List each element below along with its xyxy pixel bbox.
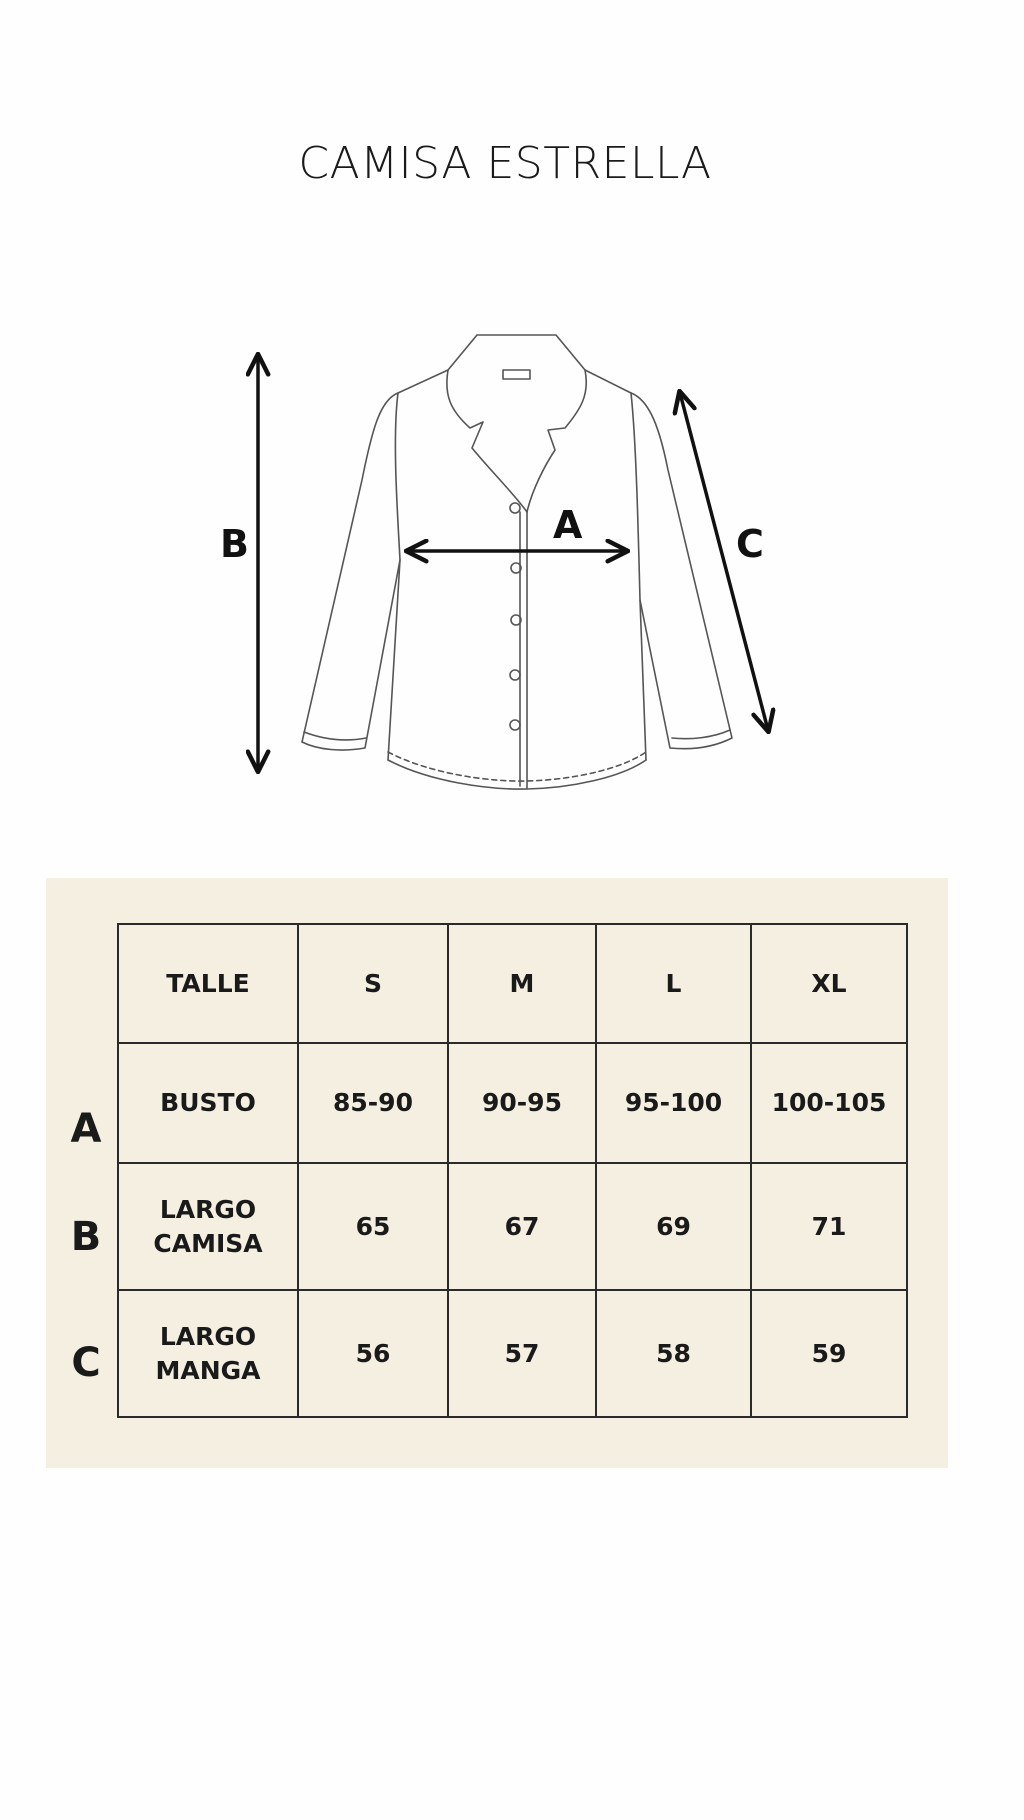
row-label-line: CAMISA <box>153 1228 263 1258</box>
page-title: CAMISA ESTRELLA <box>298 138 712 189</box>
table-cell: 90-95 <box>448 1043 596 1163</box>
row-letter-c: C <box>71 1340 101 1386</box>
row-label-largo-manga <box>118 1290 298 1417</box>
row-label-busto <box>118 1043 298 1163</box>
row-label-line: LARGO <box>159 1194 257 1224</box>
measurement-label-a: A <box>553 503 583 547</box>
table-cell: 59 <box>751 1290 907 1417</box>
row-label-largo-camisa <box>118 1163 298 1290</box>
table-cell: 56 <box>298 1290 448 1417</box>
table-cell: 57 <box>448 1290 596 1417</box>
table-cell: 67 <box>448 1163 596 1290</box>
shirt-illustration <box>302 335 732 789</box>
size-table <box>117 923 908 1418</box>
table-cell: 69 <box>596 1163 751 1290</box>
header-size-l: L <box>596 924 751 1043</box>
table-row <box>118 1163 907 1290</box>
table-cell: 85-90 <box>298 1043 448 1163</box>
row-label-line: LARGO <box>159 1321 257 1351</box>
table-cell: 100-105 <box>751 1043 907 1163</box>
table-row <box>118 1290 907 1417</box>
header-size-xl: XL <box>751 924 907 1043</box>
header-size-m: M <box>448 924 596 1043</box>
row-label-line: MANGA <box>155 1355 261 1385</box>
table-cell: 65 <box>298 1163 448 1290</box>
shirt-measurement-diagram <box>0 0 1024 820</box>
measurement-label-b: B <box>220 522 249 566</box>
table-row <box>118 1043 907 1163</box>
size-chart-panel <box>46 878 948 1468</box>
header-size-s: S <box>298 924 448 1043</box>
table-cell: 71 <box>751 1163 907 1290</box>
measurement-label-c: C <box>736 522 764 566</box>
row-letter-a: A <box>70 1106 102 1152</box>
table-cell: 95-100 <box>596 1043 751 1163</box>
row-label-line: BUSTO <box>160 1088 256 1118</box>
table-header-row <box>118 924 907 1043</box>
header-talle: TALLE <box>118 924 298 1043</box>
table-cell: 58 <box>596 1290 751 1417</box>
row-letter-b: B <box>70 1214 102 1260</box>
